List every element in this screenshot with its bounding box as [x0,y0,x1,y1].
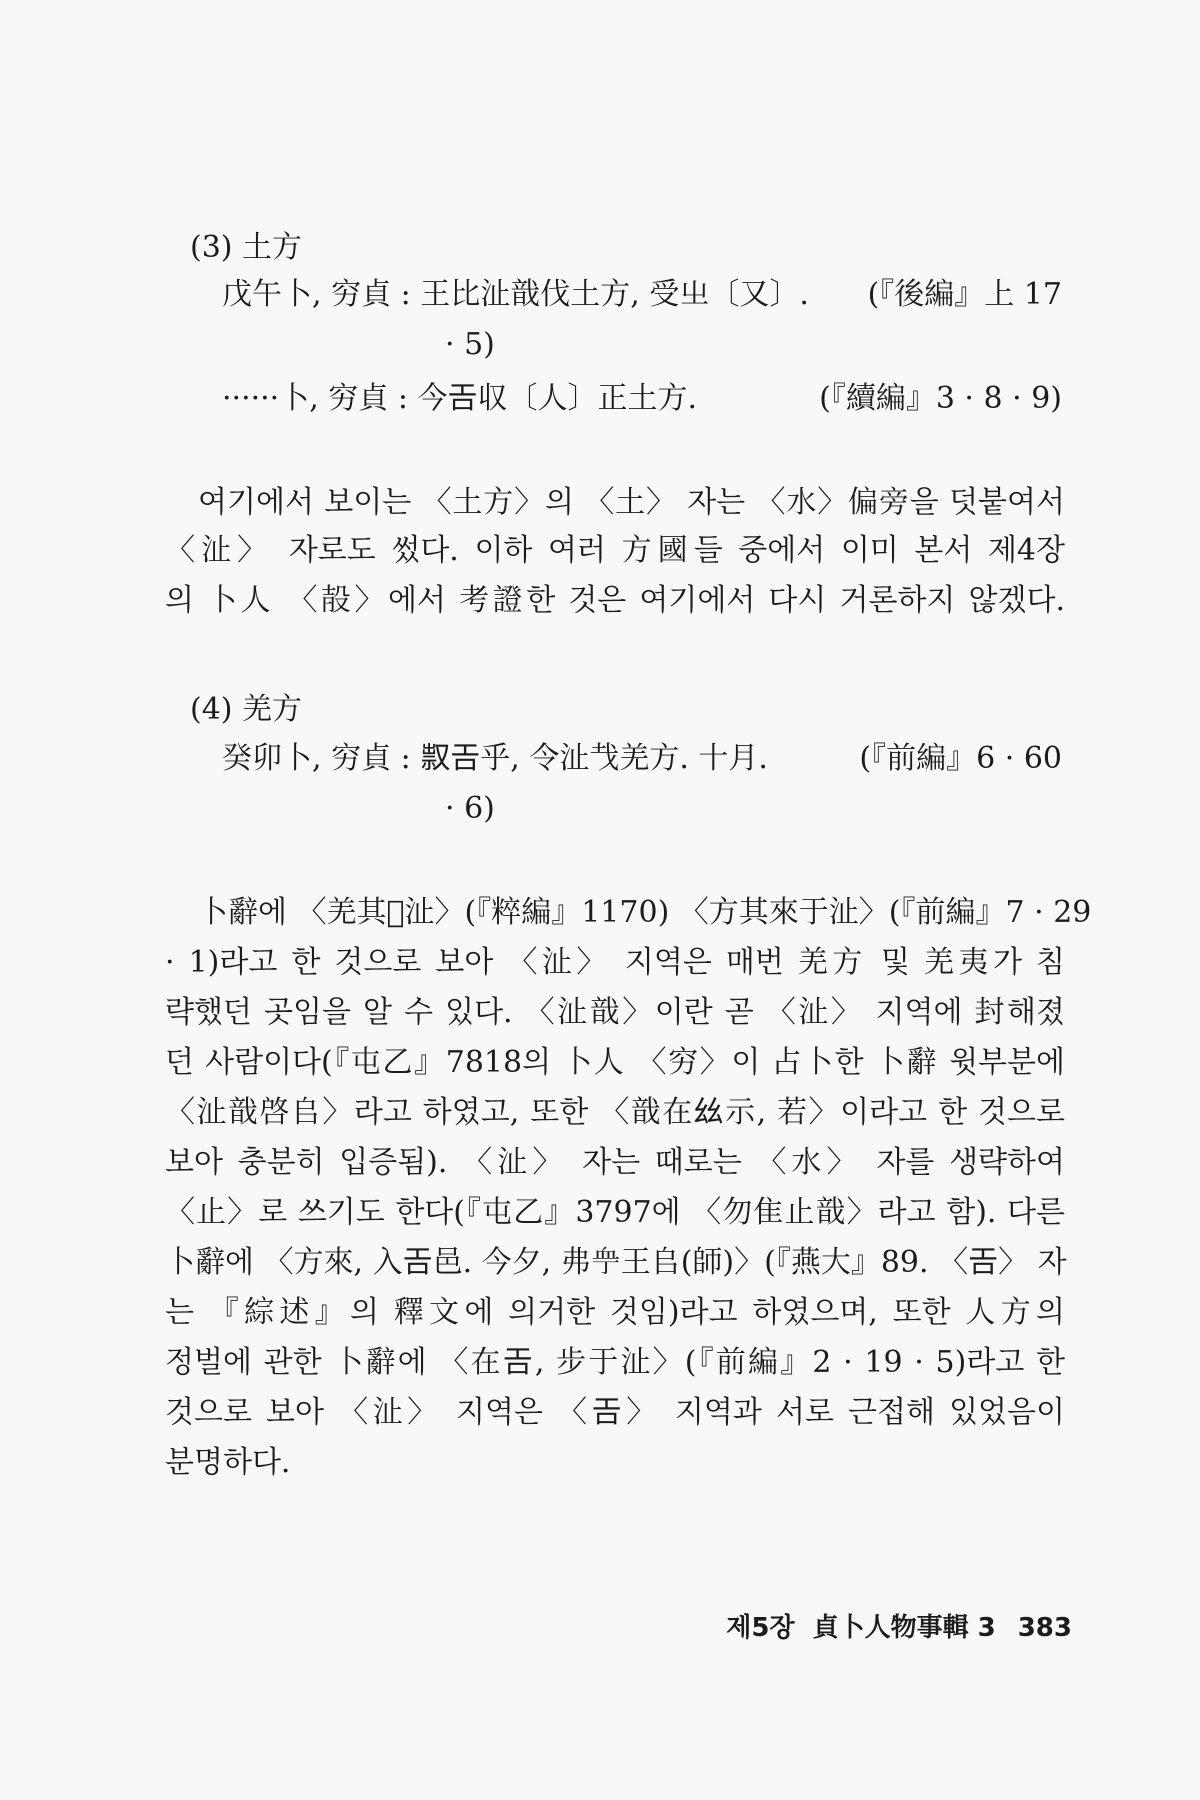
inscription-entry [222,376,1062,422]
paragraph-line: 던 사람이다(『屯乙』7818의 卜人 〈穷〉이 占卜한 卜辭 윗부분에 [165,1045,1065,1080]
paragraph-line: 는 『綜述』의 釋文에 의거한 것임)라고 하였으며, 또한 人方의 [165,1295,1065,1330]
paragraph-line: 卜辭에 〈羌其𡧊沚〉(『粹編』1170) 〈方其來于沚〉(『前編』7 · 29 [198,895,1092,930]
inscription-text: 癸卯卜, 穷貞 : 𠭥𢀛乎, 令沚𢦏羌方. 十月. [222,741,768,776]
section-heading-4: (4) 羌方 [190,692,303,727]
paragraph-line: 여기에서 보이는 〈土方〉의 〈土〉 자는 〈水〉偏旁을 덧붙여서 [198,485,1065,520]
inscription-source-continuation: · 6) [445,791,495,826]
running-footer [726,1610,1072,1646]
paragraph-line: 분명하다. [165,1445,291,1480]
paragraph-line: 〈止〉로 쓰기도 한다(『屯乙』3797에 〈勿隹止戠〉라고 함). 다른 [165,1195,1065,1230]
paragraph-line: 정벌에 관한 卜辭에 〈在𢀛, 步于沚〉(『前編』2 · 19 · 5)라고 한 [165,1345,1065,1380]
inscription-entry [222,272,1062,318]
inscription-text: ······卜, 穷貞 : 今𢀛収〔人〕正土方. [222,381,698,416]
paragraph-line: 〈沚〉 자로도 썼다. 이하 여러 方國들 중에서 이미 본서 제4장 [165,533,1065,568]
inscription-text: 戊午卜, 穷貞 : 王比沚戠伐土方, 受㞢〔又〕. [222,277,809,312]
inscription-source: (『續編』3 · 8 · 9) [819,381,1062,416]
paragraph-line: 략했던 곳임을 알 수 있다. 〈沚戠〉이란 곧 〈沚〉 지역에 封해졌 [165,995,1065,1030]
inscription-source: (『前編』6 · 60 [859,741,1062,776]
paragraph-line: 卜辭에 〈方來, 入𢀛邑. 今夕, 弗𧖧王𠂤(師)〉(『燕大』89. 〈𢀛〉 자 [165,1245,1067,1280]
inscription-source: (『後編』上 17 [867,277,1062,312]
paragraph-line: 보아 충분히 입증됨). 〈沚〉 자는 때로는 〈水〉 자를 생략하여 [165,1145,1065,1180]
paragraph-line: · 1)라고 한 것으로 보아 〈沚〉 지역은 매번 羌方 및 羌夷가 침 [165,945,1065,980]
footer-title: 貞卜人物事輯 3 [812,1613,996,1643]
inscription-entry [222,736,1062,782]
section-heading-3: (3) 土方 [190,230,303,265]
inscription-source-continuation: · 5) [445,327,495,362]
footer-chapter: 제5장 [726,1613,795,1643]
paragraph-line: 것으로 보아 〈沚〉 지역은 〈𢀛〉 지역과 서로 근접해 있었음이 [165,1395,1065,1430]
paragraph-line: 의 卜人 〈㱿〉에서 考證한 것은 여기에서 다시 거론하지 않겠다. [165,583,1065,618]
paragraph-line: 〈沚戠啓𠂤〉라고 하였고, 또한 〈戠在𢆶示, 若〉이라고 한 것으로 [165,1095,1065,1130]
page-number: 383 [1017,1613,1072,1643]
